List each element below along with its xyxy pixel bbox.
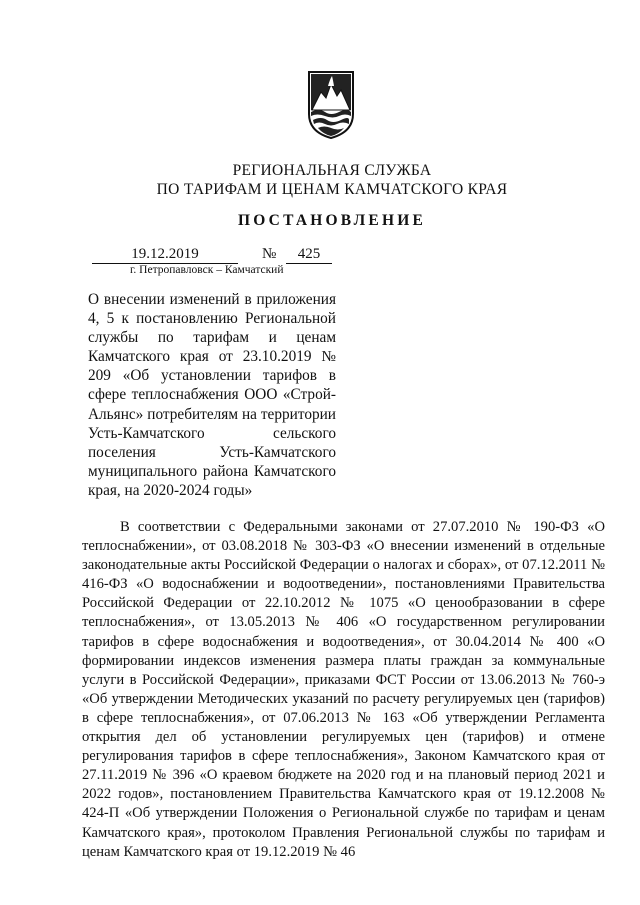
document-type-title: ПОСТАНОВЛЕНИЕ [237, 212, 427, 229]
organization-name-line1: РЕГИОНАЛЬНАЯ СЛУЖБА [232, 162, 432, 179]
kamchatka-coat-of-arms-icon [306, 70, 356, 140]
document-city: г. Петропавловск – Камчатский [130, 264, 284, 276]
organization-name-line2: ПО ТАРИФАМ И ЦЕНАМ КАМЧАТСКОГО КРАЯ [156, 181, 508, 198]
number-sign: № [262, 246, 277, 262]
document-number: 425 [286, 245, 332, 264]
document-body-paragraph: В соответствии с Федеральными законами от 27.07.2010 № 190-ФЗ «О теплоснабжении», от 03.08.2018 № 303-ФЗ «О внесении изменений в отдельные законодательные акты Российской Федерации о налогах и сборах», от 07.12.2011 № 416-ФЗ «О водоснабжении и водоотведении», постановлениями Правительства Российской Федерации от 22.10.2012 № 1075 «О ценообразовании в сфере теплоснабжения», от 13.05.2013 № 406 «О государственном регулировании тарифов в сфере водоснабжения и водоотведения», от 30.04.2014 № 400 «О формировании индексов изменения размера платы граждан за коммунальные услуги в Российской Федерации», приказами ФСТ России от 13.06.2013 № 760-э «Об утверждении Методических указаний по расчету регулируемых цен (тарифов) в сфере теплоснабжения», от 07.06.2013 № 163 «Об утверждении Регламента открытия дел об установлении регулируемых цен (тарифов) и отмене регулирования тарифов в сфере теплоснабжения», Законом Камчатского края от 27.11.2019 № 396 «О краевом бюджете на 2020 год и на плановый период 2021 и 2022 годов», постановлением Правительства Камчатского края от 19.12.2008 № 424-П «Об утверждении Положения о Региональной службе по тарифам и ценам Камчатского края», протоколом Правления Региональной службы по тарифам и ценам Камчатского края от 19.12.2019 № 46 [82, 519, 605, 860]
document-subject: О внесении изменений в приложения 4, 5 к постановлению Региональной службы по тарифам и ценам Камчатского края от 23.10.2019 № 209 «Об установлении тарифов в сфере теплоснабжения ООО «Строй-Альянс» потребителям на территории Усть-Камчатского сельского поселения Усть-Камчатского муниципального района Камчатского края, на 2020-2024 годы» [88, 291, 336, 499]
document-date: 19.12.2019 [92, 245, 238, 264]
